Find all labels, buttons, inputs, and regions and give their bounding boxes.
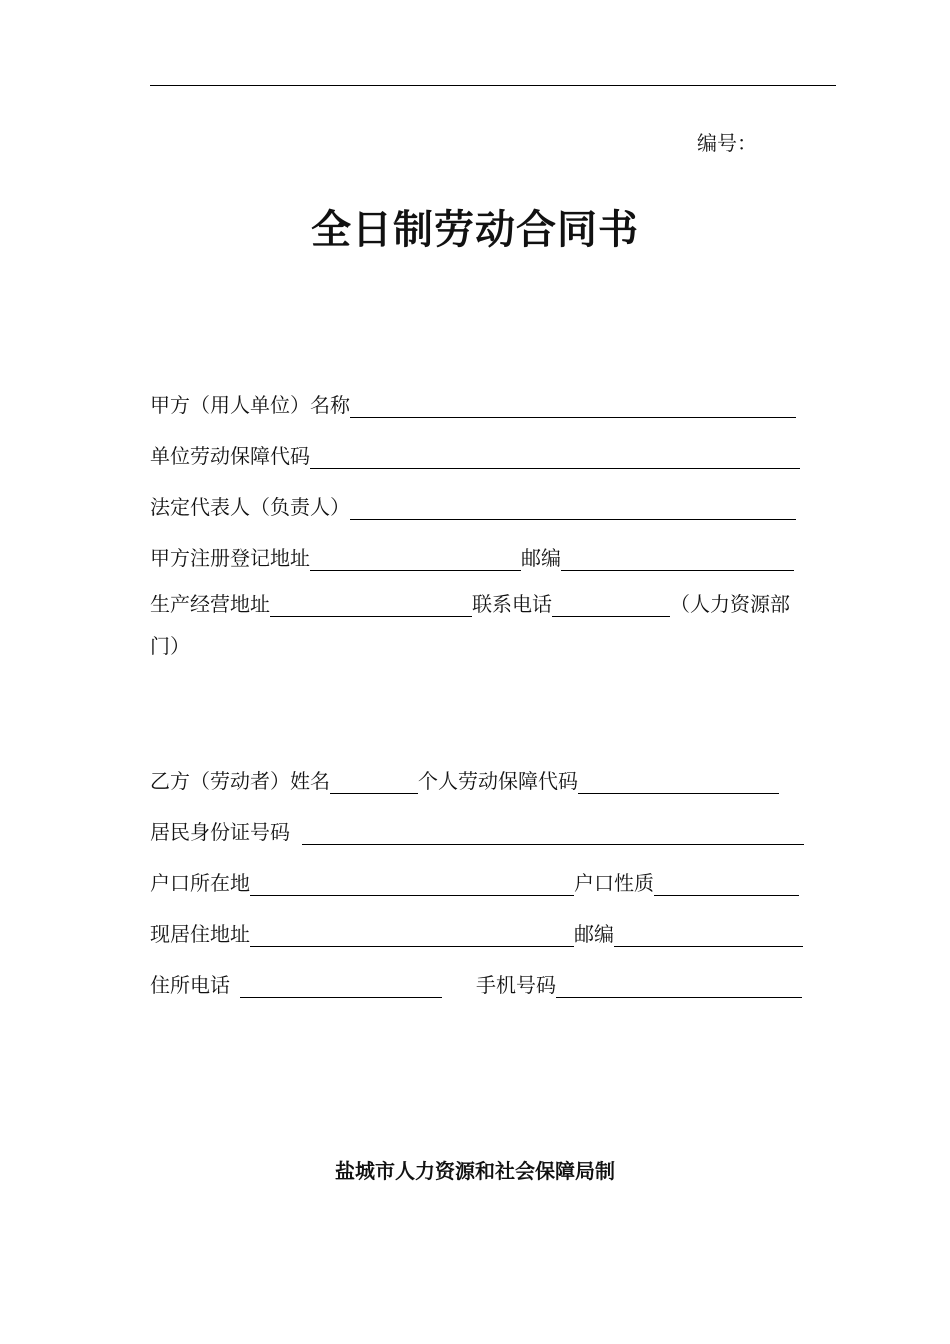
party-a-rep-field[interactable]	[350, 497, 796, 520]
header-rule	[150, 85, 836, 86]
party-a-biz-addr-field[interactable]	[270, 594, 472, 617]
serial-number-label: 编号：	[697, 131, 757, 155]
party-b-zip-field[interactable]	[614, 924, 803, 947]
party-b-home-phone-label: 住所电话	[150, 973, 230, 997]
party-b-addr-row	[150, 921, 803, 947]
party-b-name-field[interactable]	[330, 771, 418, 794]
party-a-name-field[interactable]	[350, 395, 796, 418]
party-b-mobile-field[interactable]	[556, 975, 802, 998]
party-a-code-label: 单位劳动保障代码	[150, 444, 310, 468]
party-b-hukou-label: 户口所在地	[150, 871, 250, 895]
party-b-name-row	[150, 768, 779, 794]
party-a-biz-addr-label: 生产经营地址	[150, 592, 270, 616]
party-b-id-row	[150, 819, 804, 845]
party-b-addr-field[interactable]	[250, 924, 574, 947]
party-b-zip-label: 邮编	[574, 922, 614, 946]
party-b-hukou-field[interactable]	[250, 873, 574, 896]
party-a-phone-label: 联系电话	[472, 592, 552, 616]
party-a-phone-field[interactable]	[552, 594, 670, 617]
party-b-code-label: 个人劳动保障代码	[418, 769, 578, 793]
party-b-code-field[interactable]	[578, 771, 779, 794]
party-a-hr-note: （人力资源部	[670, 592, 790, 616]
party-b-mobile-label: 手机号码	[476, 973, 556, 997]
party-b-id-field[interactable]	[302, 822, 804, 845]
party-a-rep-row	[150, 494, 796, 520]
party-a-hr-note-cont	[150, 633, 190, 659]
party-b-home-phone-field[interactable]	[240, 975, 442, 998]
party-b-hukou-row	[150, 870, 799, 896]
party-a-zip-label: 邮编	[521, 546, 561, 570]
issuer-footer: 盐城市人力资源和社会保障局制	[335, 1159, 615, 1183]
party-b-addr-label: 现居住地址	[150, 922, 250, 946]
party-b-name-label: 乙方（劳动者）姓名	[150, 769, 330, 793]
party-a-reg-addr-label: 甲方注册登记地址	[150, 546, 310, 570]
party-a-reg-addr-row	[150, 545, 794, 571]
party-a-hr-note-tail: 门）	[150, 634, 190, 658]
party-a-code-row	[150, 443, 800, 469]
party-a-name-label: 甲方（用人单位）名称	[150, 393, 350, 417]
party-b-hukou-type-field[interactable]	[654, 873, 799, 896]
party-a-biz-addr-row	[150, 591, 790, 617]
party-a-zip-field[interactable]	[561, 548, 794, 571]
party-a-code-field[interactable]	[310, 446, 800, 469]
party-b-hukou-type-label: 户口性质	[574, 871, 654, 895]
party-b-id-label: 居民身份证号码	[150, 820, 290, 844]
party-a-reg-addr-field[interactable]	[310, 548, 521, 571]
party-a-rep-label: 法定代表人（负责人）	[150, 495, 350, 519]
party-a-name-row	[150, 392, 796, 418]
party-b-phone-row	[150, 972, 802, 998]
document-title: 全日制劳动合同书	[311, 207, 639, 253]
